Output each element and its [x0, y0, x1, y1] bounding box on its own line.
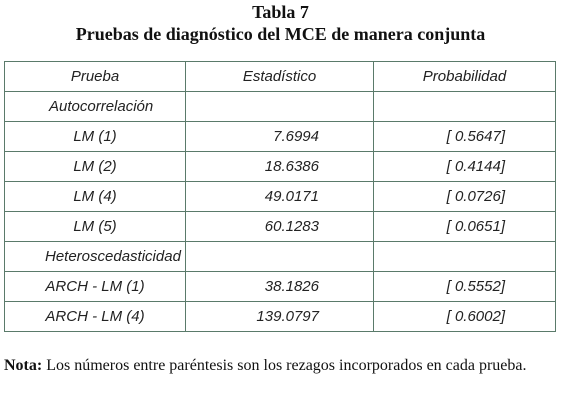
section-label: Autocorrelación [5, 92, 186, 122]
table-subtitle: Pruebas de diagnóstico del MCE de manera conjunta [75, 24, 486, 44]
table-row [5, 182, 556, 212]
header-estadistico: Estadístico [186, 62, 374, 92]
table-note [4, 355, 555, 376]
prueba-cell: LM (4) [5, 182, 186, 212]
header-prueba: Prueba [5, 62, 186, 92]
probabilidad-cell: [ 0.0726] [374, 182, 556, 212]
header-probabilidad: Probabilidad [374, 62, 556, 92]
probabilidad-cell: [ 0.4144] [374, 152, 556, 182]
diagnostics-table [4, 61, 556, 332]
probabilidad-cell: [ 0.5647] [374, 122, 556, 152]
section-row-heteroscedasticidad [5, 242, 556, 272]
prueba-cell: LM (1) [5, 122, 186, 152]
estadistico-cell: 7.6994 [186, 122, 374, 152]
probabilidad-cell: [ 0.6002] [374, 302, 556, 332]
estadistico-cell: 38.1826 [186, 272, 374, 302]
header-row [5, 62, 556, 92]
empty-cell [186, 242, 374, 272]
estadistico-cell: 49.0171 [186, 182, 374, 212]
table-row [5, 122, 556, 152]
table-title: Tabla 7 [252, 2, 309, 22]
empty-cell [186, 92, 374, 122]
empty-cell [374, 92, 556, 122]
prueba-cell: ARCH - LM (1) [5, 272, 186, 302]
table-row [5, 212, 556, 242]
empty-cell [374, 242, 556, 272]
estadistico-cell: 139.0797 [186, 302, 374, 332]
table-row [5, 272, 556, 302]
note-text: Los números entre paréntesis son los rezagos incorporados en cada prueba. [42, 357, 527, 374]
prueba-cell: LM (2) [5, 152, 186, 182]
estadistico-cell: 18.6386 [186, 152, 374, 182]
prueba-cell: LM (5) [5, 212, 186, 242]
section-row-autocorrelacion [5, 92, 556, 122]
note-label: Nota: [4, 357, 43, 374]
estadistico-cell: 60.1283 [186, 212, 374, 242]
section-label: Heteroscedasticidad [5, 242, 186, 272]
probabilidad-cell: [ 0.5552] [374, 272, 556, 302]
table-row [5, 302, 556, 332]
prueba-cell: ARCH - LM (4) [5, 302, 186, 332]
probabilidad-cell: [ 0.0651] [374, 212, 556, 242]
table-row [5, 152, 556, 182]
